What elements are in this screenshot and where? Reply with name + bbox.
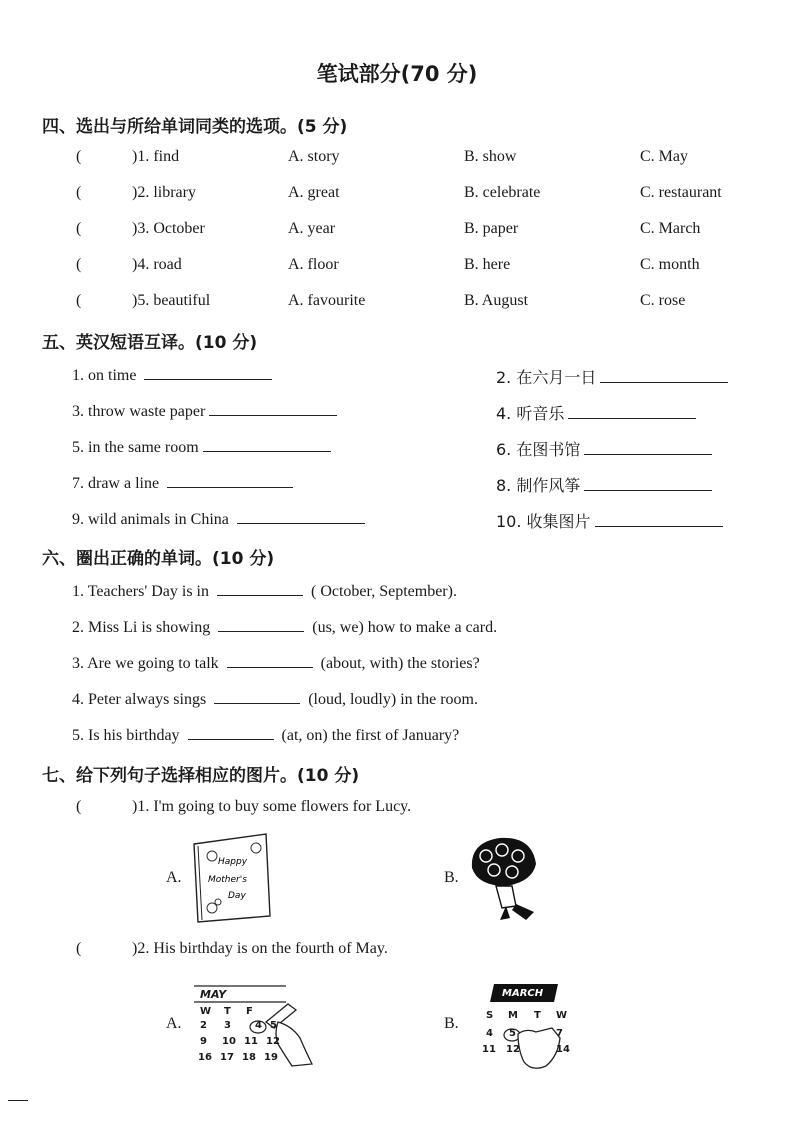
question-sentence: )2. His birthday is on the fourth of May.	[132, 940, 388, 957]
calendar-date: 16	[198, 1052, 212, 1063]
phrase-item	[496, 437, 712, 460]
phrase-text: 5. in the same room	[72, 439, 199, 456]
sentence-choices: ( October, September).	[310, 583, 457, 600]
calendar-date: 3	[224, 1020, 231, 1031]
section-6-heading: 六、圈出正确的单词。(10 分)	[42, 549, 275, 569]
sentence-start: 4. Peter always sings	[72, 691, 207, 708]
page-title: 笔试部分(70 分)	[316, 62, 478, 86]
phrase-item	[496, 473, 712, 496]
sentence-choices: (loud, loudly) in the room.	[308, 691, 478, 708]
option-a: A. floor	[288, 256, 339, 273]
option-c: C. restaurant	[640, 184, 722, 201]
sentence-item	[72, 725, 459, 745]
calendar-date: 4	[486, 1028, 493, 1039]
answer-blank[interactable]	[188, 725, 274, 740]
calendar-day-head: F	[246, 1006, 253, 1017]
phrase-item	[496, 365, 728, 388]
phrase-text: 1. on time	[72, 367, 137, 384]
option-b: B. show	[464, 148, 517, 165]
question-word: )3. October	[132, 220, 205, 237]
phrase-text: 8. 制作风筝	[496, 476, 581, 495]
phrase-item	[496, 509, 723, 532]
calendar-date: 5	[270, 1020, 277, 1031]
phrase-item	[72, 509, 365, 529]
calendar-date-circled: 4	[255, 1020, 262, 1031]
calendar-day-head: T	[534, 1010, 541, 1021]
option-c: C. month	[640, 256, 700, 273]
phrase-item	[72, 437, 331, 457]
answer-bracket[interactable]: (	[76, 798, 82, 815]
answer-blank[interactable]	[209, 401, 337, 416]
calendar-month: MARCH	[502, 988, 544, 999]
answer-blank[interactable]	[584, 476, 712, 491]
calendar-date: 10	[222, 1036, 236, 1047]
option-b: B. here	[464, 256, 511, 273]
answer-blank[interactable]	[218, 617, 304, 632]
option-a-label: A.	[166, 1015, 182, 1032]
phrase-item	[496, 401, 696, 424]
card-text-line-2: Mother's	[208, 875, 247, 885]
calendar-date: 17	[220, 1052, 234, 1063]
phrase-text: 6. 在图书馆	[496, 440, 581, 459]
mothers-day-card-picture[interactable]	[190, 832, 276, 924]
phrase-text: 9. wild animals in China	[72, 511, 229, 528]
option-a-label: A.	[166, 869, 182, 886]
option-b: B. celebrate	[464, 184, 541, 201]
card-text-line-1: Happy	[218, 857, 248, 867]
phrase-item	[72, 365, 272, 385]
answer-blank[interactable]	[600, 368, 728, 383]
phrase-text: 7. draw a line	[72, 475, 160, 492]
phrase-item	[72, 401, 337, 421]
answer-bracket[interactable]: (	[76, 184, 82, 201]
calendar-date: 19	[264, 1052, 278, 1063]
flower-bouquet-picture[interactable]	[466, 834, 544, 924]
section-7-heading: 七、给下列句子选择相应的图片。(10 分)	[42, 766, 360, 786]
answer-blank[interactable]	[584, 440, 712, 455]
answer-blank[interactable]	[227, 653, 313, 668]
page-edge-mark	[8, 1100, 28, 1101]
answer-blank[interactable]	[203, 437, 331, 452]
sentence-start: 2. Miss Li is showing	[72, 619, 211, 636]
calendar-day-head: S	[486, 1010, 494, 1021]
answer-bracket[interactable]: (	[76, 940, 82, 957]
answer-blank[interactable]	[237, 509, 365, 524]
sentence-choices: (about, with) the stories?	[320, 655, 480, 672]
sentence-start: 1. Teachers' Day is in	[72, 583, 209, 600]
phrase-text: 10. 收集图片	[496, 512, 591, 531]
question-word: )1. find	[132, 148, 180, 165]
question-word: )2. library	[132, 184, 196, 201]
calendar-date: 18	[242, 1052, 256, 1063]
calendar-date: 14	[556, 1044, 570, 1055]
calendar-date-circled: 5	[509, 1028, 516, 1039]
answer-blank[interactable]	[217, 581, 303, 596]
calendar-day-head: T	[224, 1006, 231, 1017]
calendar-date: 12	[266, 1036, 280, 1047]
option-b: B. August	[464, 292, 529, 309]
question-word: )5. beautiful	[132, 292, 211, 309]
answer-blank[interactable]	[214, 689, 300, 704]
option-b-label: B.	[444, 869, 459, 886]
sentence-start: 5. Is his birthday	[72, 727, 180, 744]
sentence-start: 3. Are we going to talk	[72, 655, 219, 672]
question-word: )4. road	[132, 256, 182, 273]
sentence-choices: (us, we) how to make a card.	[312, 619, 498, 636]
sentence-item	[72, 689, 478, 709]
calendar-date: 11	[482, 1044, 496, 1055]
phrase-text: 2. 在六月一日	[496, 368, 597, 387]
option-c: C. March	[640, 220, 701, 237]
answer-blank[interactable]	[144, 365, 272, 380]
card-text-line-3: Day	[228, 891, 246, 901]
answer-bracket[interactable]: (	[76, 292, 82, 309]
answer-bracket[interactable]: (	[76, 148, 82, 165]
sentence-item	[72, 653, 480, 673]
sentence-choices: (at, on) the first of January?	[281, 727, 460, 744]
option-a: A. story	[288, 148, 340, 165]
calendar-day-head: M	[508, 1010, 518, 1021]
section-5-heading: 五、英汉短语互译。(10 分)	[42, 333, 258, 353]
phrase-text: 4. 听音乐	[496, 404, 565, 423]
answer-bracket[interactable]: (	[76, 256, 82, 273]
calendar-date: 7	[556, 1028, 563, 1039]
sentence-item	[72, 617, 497, 637]
answer-blank[interactable]	[568, 404, 696, 419]
option-a: A. year	[288, 220, 336, 237]
answer-blank[interactable]	[595, 512, 723, 527]
calendar-day-head: W	[556, 1010, 568, 1021]
may-calendar-picture[interactable]	[192, 982, 318, 1068]
calendar-date: 9	[200, 1036, 207, 1047]
answer-blank[interactable]	[167, 473, 293, 488]
option-a: A. favourite	[288, 292, 366, 309]
phrase-text: 3. throw waste paper	[72, 403, 206, 420]
phrase-item	[72, 473, 293, 493]
calendar-day-head: W	[200, 1006, 212, 1017]
option-c: C. rose	[640, 292, 686, 309]
option-b-label: B.	[444, 1015, 459, 1032]
option-c: C. May	[640, 148, 688, 165]
answer-bracket[interactable]: (	[76, 220, 82, 237]
option-a: A. great	[288, 184, 340, 201]
option-b: B. paper	[464, 220, 519, 237]
calendar-date: 2	[200, 1020, 207, 1031]
calendar-date: 11	[244, 1036, 258, 1047]
section-4-heading: 四、选出与所给单词同类的选项。(5 分)	[42, 117, 348, 137]
calendar-month: MAY	[200, 988, 227, 1001]
march-calendar-picture[interactable]	[472, 980, 572, 1072]
sentence-item	[72, 581, 457, 601]
question-sentence: )1. I'm going to buy some flowers for Lucy.	[132, 798, 412, 815]
calendar-date: 12	[506, 1044, 520, 1055]
